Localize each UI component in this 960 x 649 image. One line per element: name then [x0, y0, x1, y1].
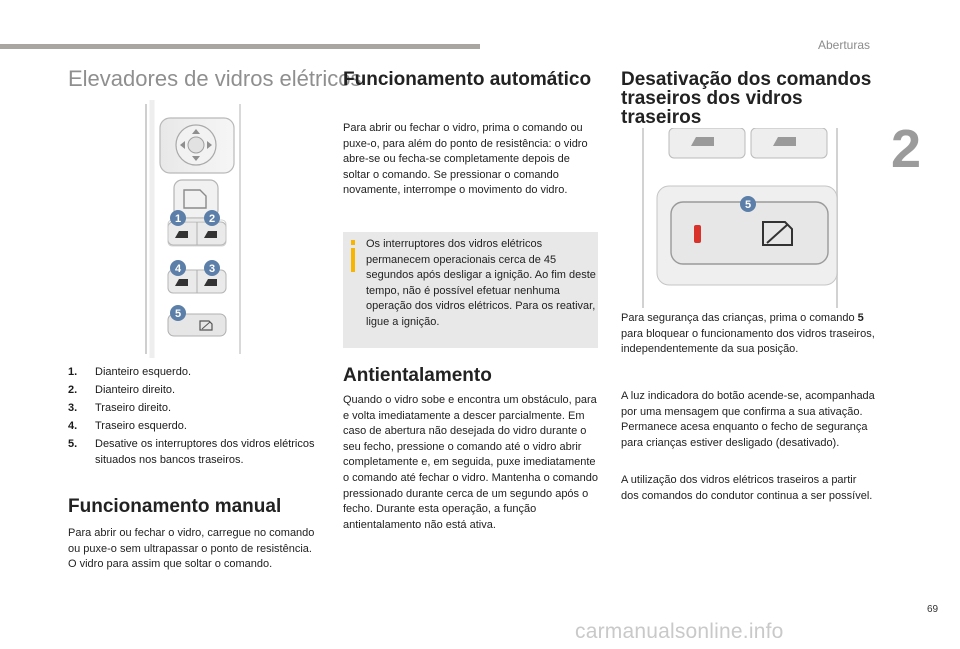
paragraph-automatic: Para abrir ou fechar o vidro, prima o comando ou puxe-o, para além do ponto de resistência: o vidro abre-se ou fecha-se completamente depois de soltar o comando. Se pressionar o comando novamente, interrompe o movimento do vidro. — [343, 122, 588, 197]
paragraph-rear-lock-2: A luz indicadora do botão acende-se, acompanhada por uma mensagem que confirma a sua ativação. Permanece acesa enquanto o fecho de segurança para crianças estiver desligado (desativado). — [621, 390, 875, 449]
list-item: 3. Traseiro direito. — [68, 401, 172, 414]
heading-automatic: Funcionamento automático — [343, 69, 592, 90]
list-item: 1. Dianteiro esquerdo. — [68, 366, 192, 378]
switch-legend-list — [68, 365, 328, 471]
paragraph-anti-pinch: Quando o vidro sobe e encontra um obstáculo, para e volta imediatamente a descer parcialmente. Em caso de abertura não desejada do vidro durante o seu fecho, pressione o comando até o vidro abrir completamente e, em seguida, puxe imediatamente o comando até fechar o vidro. Mantenha o comando pressionado durante cerca de um segundo após o fecho. Durante esta operação, a função antientalamento não está ativa. — [343, 394, 598, 531]
header-rule — [0, 44, 480, 49]
paragraph-rear-lock-1: Para segurança das crianças, prima o comando 5 para bloquear o funcionamento dos vidros traseiros, independentemente da sua posição. — [621, 312, 875, 356]
callout-2-label: 2 — [208, 213, 216, 225]
rear-lock-indicator-light — [694, 225, 701, 243]
info-note-text: Os interruptores dos vidros elétricos permanecem operacionais cerca de 45 segundos após desligar a ignição. Ao fim deste tempo, não é possível efetuar nenhuma operação dos vidros elétricos. Para os reativar, ligue a ignição. — [366, 238, 596, 328]
heading-anti-pinch: Antientalamento — [343, 365, 492, 386]
callout-5-label-right: 5 — [744, 199, 752, 211]
callout-3-label: 3 — [208, 263, 216, 275]
callout-5-label: 5 — [174, 308, 182, 320]
paragraph-rear-lock-3: A utilização dos vidros elétricos traseiros a partir dos comandos do condutor continua a ser possível. — [621, 474, 873, 502]
callout-4-label: 4 — [174, 263, 182, 275]
watermark: carmanualsonline.info — [575, 620, 784, 643]
page-title: Elevadores de vidros elétricos — [68, 66, 362, 91]
list-item: 4. Traseiro esquerdo. — [68, 419, 187, 432]
chapter-number: 2 — [891, 119, 922, 179]
heading-manual: Funcionamento manual — [68, 496, 282, 517]
section-name: Aberturas — [818, 38, 871, 52]
callout-1-label: 1 — [174, 213, 182, 225]
driver-window-switch-panel-illustration — [132, 100, 252, 358]
list-item: 2. Dianteiro direito. — [68, 383, 176, 396]
paragraph-manual: Para abrir ou fechar o vidro, carregue no comando ou puxe-o sem ultrapassar o ponto de resistência. O vidro para assim que soltar o comando. — [68, 527, 315, 571]
info-icon — [351, 240, 355, 272]
page-number: 69 — [927, 604, 939, 615]
list-item: 5. Desative os interruptores dos vidros elétricos situados nos bancos traseiros. — [68, 437, 315, 466]
rear-lock-switch-illustration — [621, 128, 858, 308]
heading-rear-lock: Desativação dos comandos traseiros dos vidros traseiros — [621, 69, 872, 128]
